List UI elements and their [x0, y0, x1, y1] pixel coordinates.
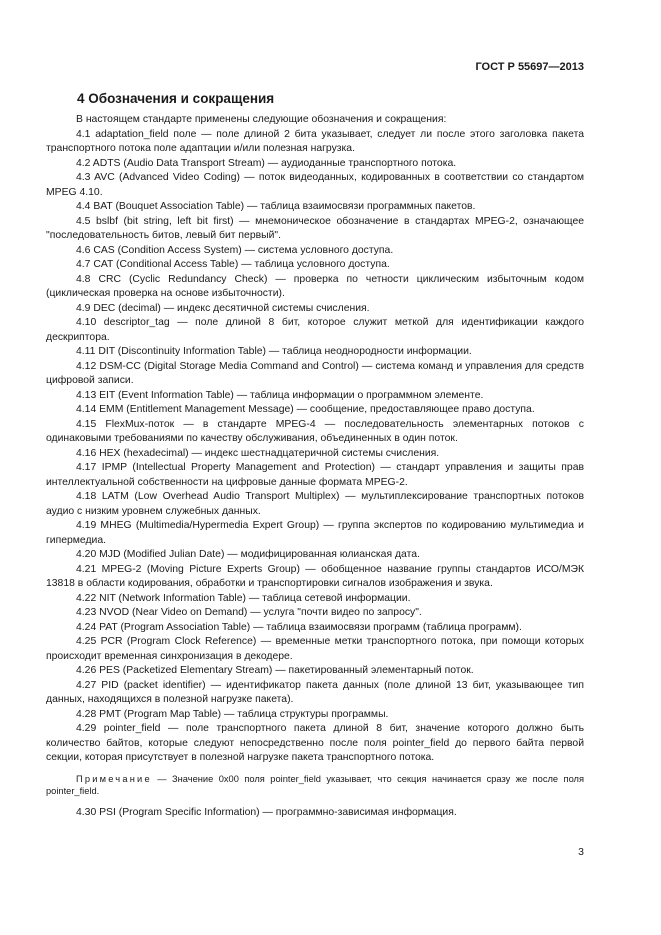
note-label: Примечание [76, 773, 152, 784]
definition-item: 4.22 NIT (Network Information Table) — таблица сетевой информации. [76, 592, 411, 604]
definition-item: 4.28 PMT (Program Map Table) — таблица структуры программы. [76, 708, 389, 720]
definition-item: 4.13 EIT (Event Information Table) — таблица информации о программном элементе. [76, 389, 484, 401]
definition-item: 4.12 DSM-CC (Digital Storage Media Command and Control) — система команд и управления для средств цифровой записи. [46, 360, 584, 386]
definition-item: 4.27 PID (packet identifier) — идентификатор пакета данных (поле длиной 13 бит, указывающее тип данных, находящихся в полезной нагрузке пакета). [46, 679, 584, 705]
definition-item: 4.1 adaptation_field поле — поле длиной 2 бита указывает, следует ли после этого заголовка пакета транспортного потока поле адаптации и/или полезная нагрузка. [46, 128, 584, 154]
standard-designation: ГОСТ Р 55697—2013 [475, 61, 584, 73]
definition-item: 4.29 pointer_field — поле транспортного пакета длиной 8 бит, значение которого должно быть количество байтов, которые следуют непосредственно после поля pointer_field до первого байта первой секции, которая присутствует в полезной нагрузке пакета транспортного потока. [46, 723, 584, 763]
page-number: 3 [578, 846, 584, 858]
intro-paragraph: В настоящем стандарте применены следующие обозначения и сокращения: [76, 114, 447, 125]
definition-item: 4.14 EMM (Entitlement Management Message) — сообщение, предоставляющее право доступа. [76, 404, 535, 415]
definition-item: 4.8 CRC (Cyclic Redundancy Check) — проверка по четности циклическим избыточным кодом (циклическая проверка на основе избыточности). [46, 273, 584, 299]
definition-item: 4.24 PAT (Program Association Table) — таблица взаимосвязи программ (таблица программ). [76, 621, 522, 633]
definition-list [46, 128, 584, 766]
definition-item: 4.2 ADTS (Audio Data Transport Stream) — аудиоданные транспортного потока. [76, 157, 457, 169]
definition-item: 4.10 descriptor_tag — поле длиной 8 бит, которое служит меткой для идентификации каждого дескриптора. [46, 317, 584, 343]
definition-item: 4.25 PCR (Program Clock Reference) — временные метки транспортного потока, при помощи которых происходит временная синхронизация в декодере. [46, 636, 584, 662]
definition-item: 4.16 HEX (hexadecimal) — индекс шестнадцатеричной системы счисления. [76, 447, 440, 459]
definition-item: 4.23 NVOD (Near Video on Demand) — услуга "почти видео по запросу". [76, 607, 422, 618]
section-title: 4 Обозначения и сокращения [77, 91, 275, 106]
definition-item: 4.17 IPMP (Intellectual Property Management and Protection) — стандарт управления и защиты прав интеллектуальной собственности на цифровые данные формата MPEG-2. [46, 462, 584, 488]
note [46, 773, 584, 798]
definition-item: 4.3 AVC (Advanced Video Coding) — поток видеоданных, кодированных в соответствии со стандартом MPEG 4.10. [46, 172, 584, 198]
definition-item: 4.5 bslbf (bit string, left bit first) — мнемоническое обозначение в стандартах MPEG-2, означающее "последовательность битов, левый бит первый". [46, 215, 584, 241]
definition-item: 4.7 CAT (Conditional Access Table) — таблица условного доступа. [76, 259, 390, 270]
definition-item: 4.19 MHEG (Multimedia/Hypermedia Expert Group) — группа экспертов по кодированию мультимедиа и гипермедиа. [46, 520, 584, 546]
definition-item: 4.4 BAT (Bouquet Association Table) — таблица взаимосвязи программных пакетов. [76, 201, 476, 212]
definition-item: 4.11 DIT (Discontinuity Information Table) — таблица неоднородности информации. [76, 346, 472, 357]
definition-item: 4.9 DEC (decimal) — индекс десятичной системы счисления. [76, 302, 370, 314]
definition-item: 4.18 LATM (Low Overhead Audio Transport Multiplex) — мультиплексирование транспортных потоков аудио с низким уровнем служебных данных. [46, 491, 584, 517]
note-text: — Значение 0x00 поля pointer_field указывает, что секция начинается сразу же после поля pointer_field. [46, 773, 584, 796]
definition-item: 4.20 MJD (Modified Julian Date) — модифицированная юлианская дата. [76, 549, 420, 560]
definition-item: 4.21 MPEG-2 (Moving Picture Experts Group) — обобщенное название группы стандартов ИСО/МЭК 13818 в области кодирования, обработки и транспортировки сигналов изображения и звука. [46, 563, 584, 589]
definition-item: 4.6 CAS (Condition Access System) — система условного доступа. [76, 244, 394, 256]
definition-item: 4.15 FlexMux-поток — в стандарте MPEG-4 — последовательность элементарных потоков с одинаковыми требованиями по качеству обслуживания, объединенных в один поток. [46, 418, 584, 444]
section-body [46, 113, 584, 820]
definition-item: 4.26 PES (Packetized Elementary Stream) — пакетированный элементарный поток. [76, 665, 474, 676]
definition-item-4-30: 4.30 PSI (Program Specific Information) — программно-зависимая информация. [76, 806, 457, 818]
